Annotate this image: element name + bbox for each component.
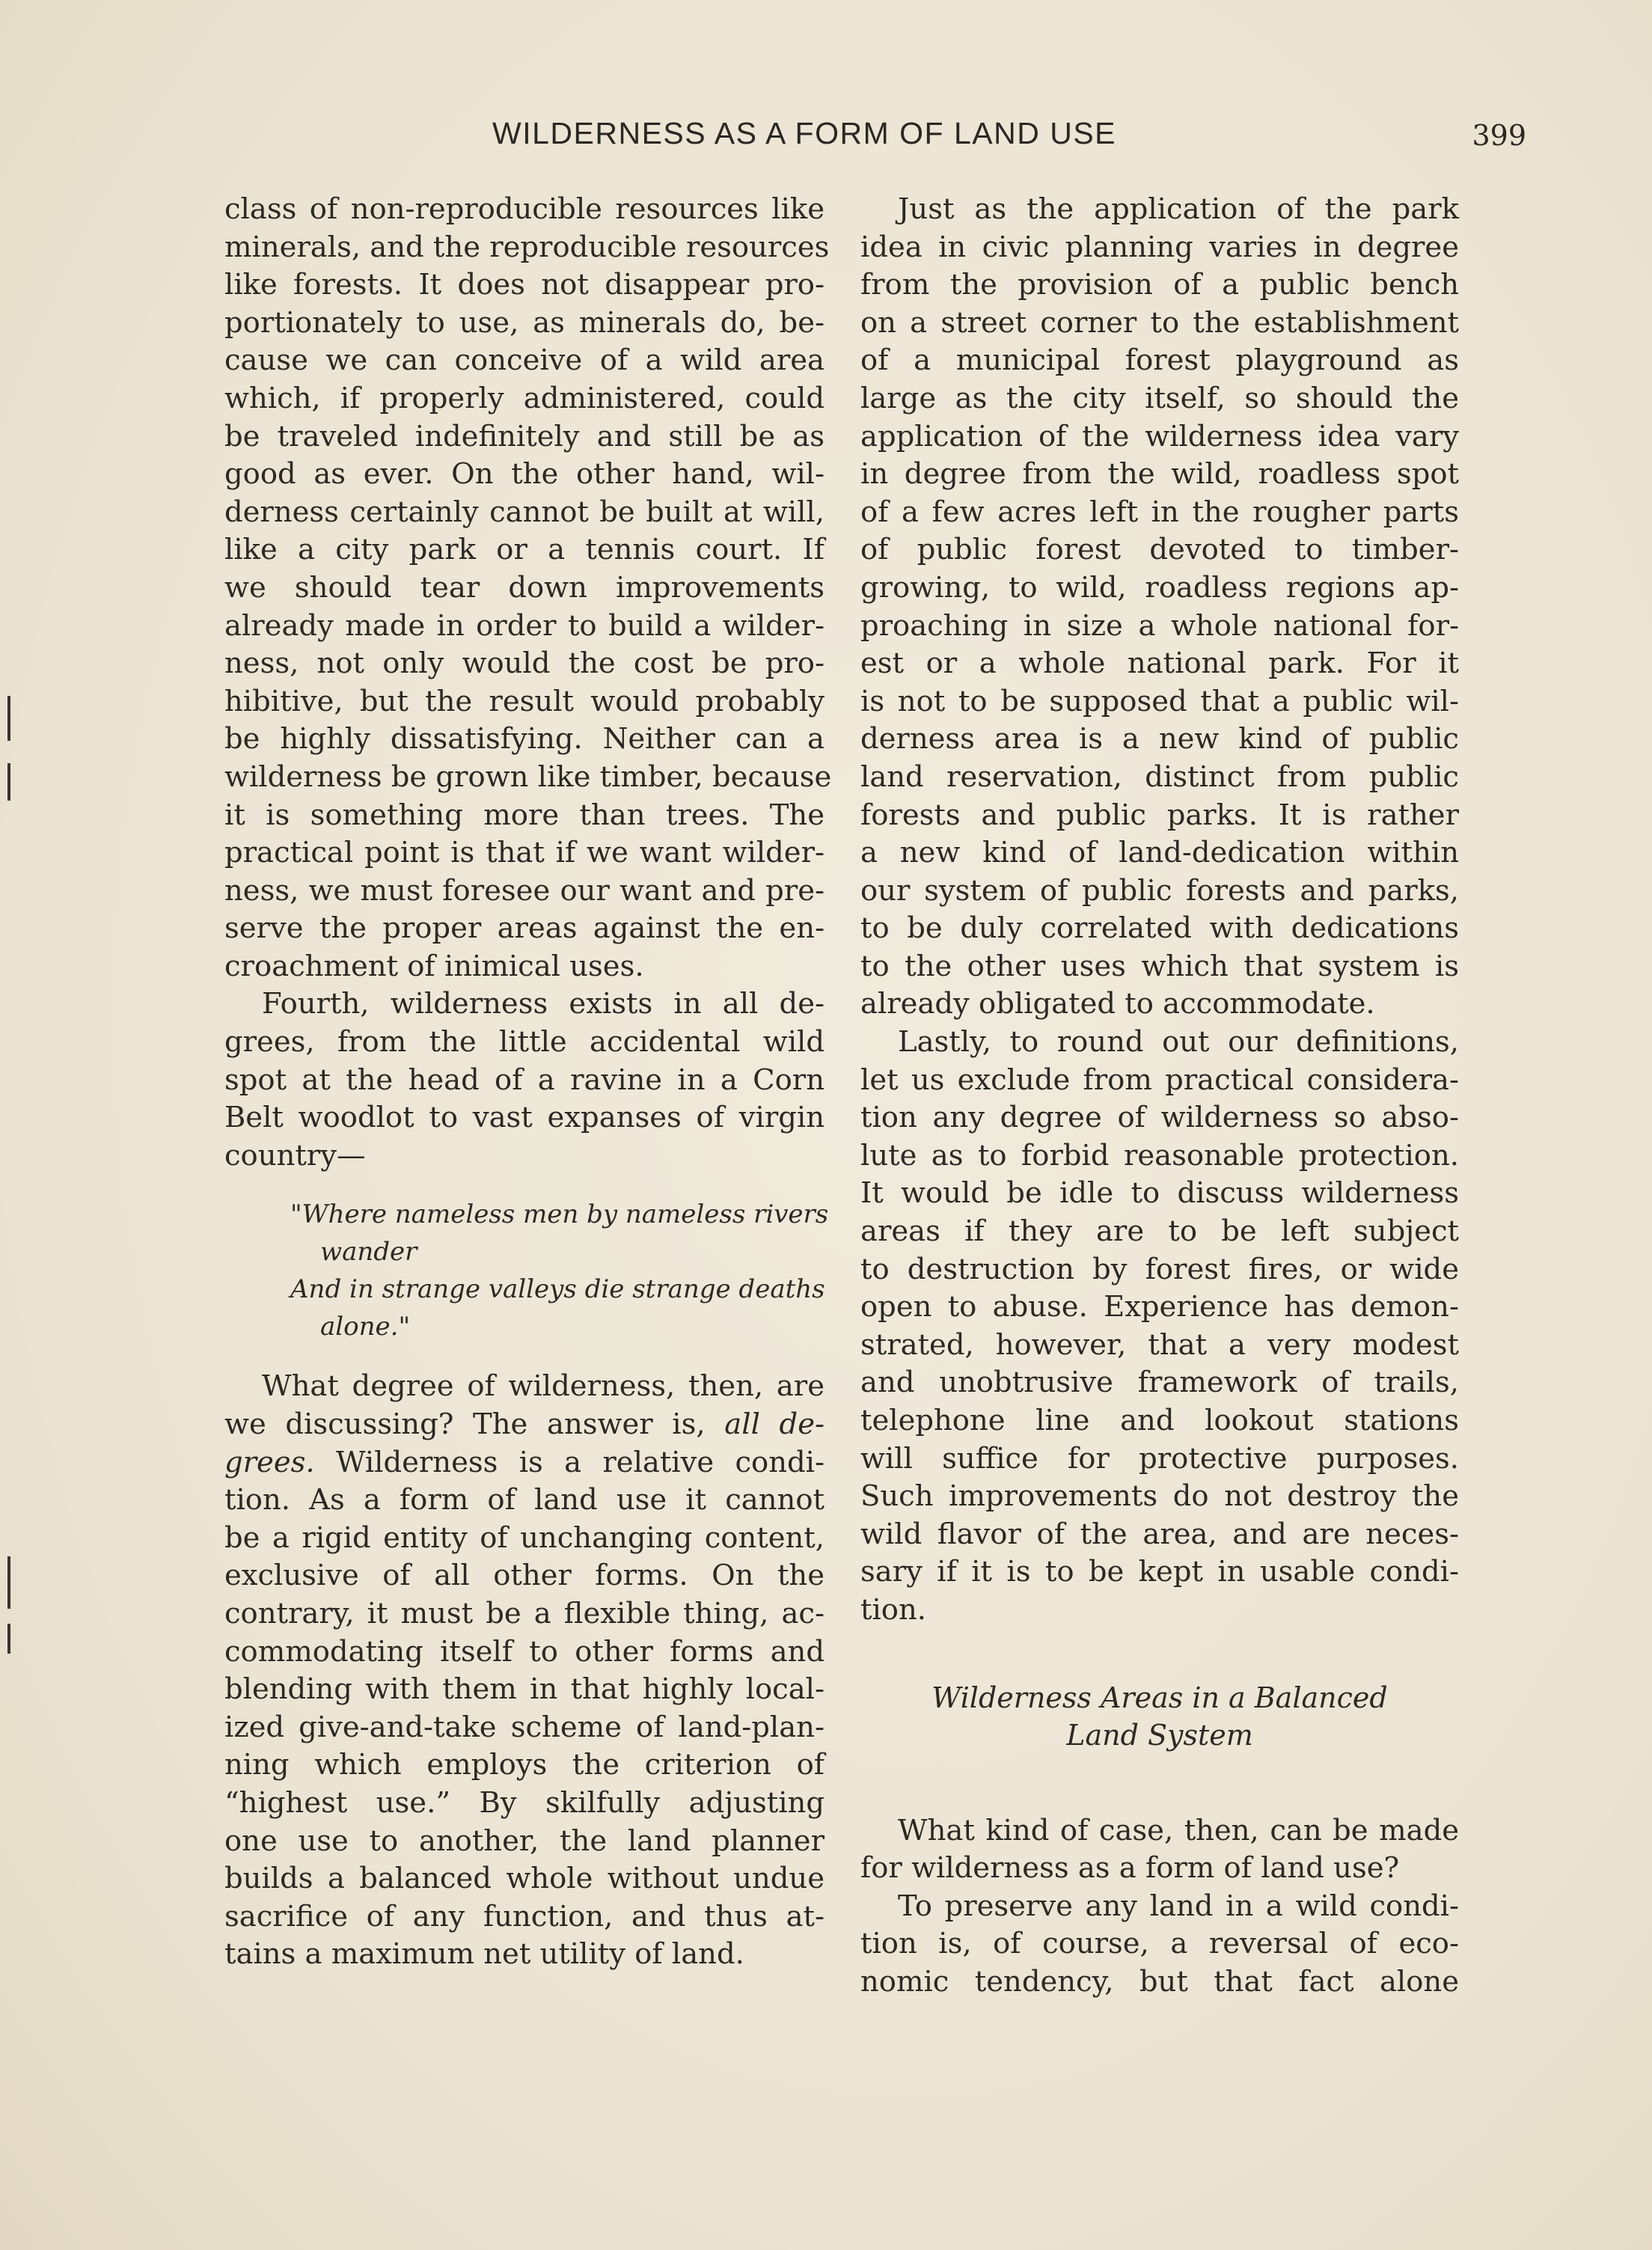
text-run: Wilderness is a relative condi- [335, 1445, 825, 1479]
verse-line: alone." [320, 1312, 411, 1342]
text-line: What kind of case, then, can be made [898, 1813, 1459, 1847]
text-line: in degree from the wild, roadless spot [860, 457, 1459, 492]
verse-line: And in strange valleys die strange deaths [290, 1274, 825, 1305]
text-line: large as the city itself, so should the [860, 381, 1459, 415]
text-line: Belt woodlot to vast expanses of virgin [224, 1101, 825, 1135]
text-line: a new kind of land-dedication within [860, 836, 1459, 870]
text-line: is not to be supposed that a public wil- [860, 684, 1459, 718]
subheading-line: Wilderness Areas in a Balanced [931, 1681, 1388, 1714]
text-line: our system of public forests and parks, [860, 873, 1459, 908]
text-line: ized give-and-take scheme of land-plan- [224, 1710, 825, 1744]
left-column [224, 191, 832, 1974]
text-line: Such improvements do not destroy the [860, 1479, 1459, 1514]
text-line: be a rigid entity of unchanging content, [224, 1520, 825, 1555]
text-line [224, 1444, 825, 1482]
text-line: it is something more than trees. The [224, 798, 825, 832]
text-line: contrary, it must be a flexible thing, ac- [224, 1597, 825, 1630]
paragraph [860, 191, 1459, 1024]
text-line: minerals, and the reproducible resources [224, 230, 830, 264]
text-line: lute as to forbid reasonable protection. [860, 1138, 1459, 1173]
text-line: wilderness be grown like timber, because [224, 759, 832, 794]
text-line: to be duly correlated with dedications [860, 911, 1459, 946]
text-line: forests and public parks. It is rather [860, 798, 1459, 832]
text-line: To preserve any land in a wild condi- [898, 1889, 1459, 1923]
text-line: telephone line and lookout stations [860, 1404, 1459, 1437]
page-number: 399 [1472, 119, 1526, 152]
text-line: derness area is a new kind of public [860, 722, 1459, 756]
text-line: serve the proper areas against the en- [224, 911, 825, 946]
paragraph [860, 1888, 1459, 2002]
verse-quotation [224, 1196, 829, 1345]
running-title: WILDERNESS AS A FORM OF LAND USE [492, 116, 1117, 150]
text-line: which, if properly administered, could [224, 381, 825, 415]
text-line: portionately to use, as minerals do, be- [224, 305, 825, 340]
right-column [860, 191, 1459, 2002]
text-line: country— [224, 1138, 366, 1173]
text-line: good as ever. On the other hand, wil- [224, 457, 825, 492]
paragraph [224, 1368, 825, 1974]
text-line: and unobtrusive framework of trails, [860, 1366, 1459, 1400]
text-line: growing, to wild, roadless regions ap- [860, 570, 1459, 605]
text-line: to the other uses which that system is [860, 949, 1459, 983]
paragraph [860, 1024, 1459, 1630]
text-line: ning which employs the criterion of [224, 1748, 825, 1782]
text-line: croachment of inimical uses. [224, 949, 644, 983]
text-line: proaching in size a whole national for- [860, 608, 1459, 643]
emphasis: all de- [724, 1407, 825, 1442]
text-line: sacrifice of any function, and thus at- [224, 1899, 825, 1933]
text-line: It would be idle to discuss wilderness [860, 1176, 1459, 1211]
text-line: let us exclude from practical considera- [860, 1063, 1459, 1097]
text-line: practical point is that if we want wilder- [224, 836, 825, 870]
margin-mark [7, 1556, 10, 1609]
text-line: one use to another, the land planner [224, 1823, 825, 1858]
text-line: What degree of wilderness, then, are [262, 1369, 825, 1404]
text-line: for wilderness as a form of land use? [860, 1851, 1400, 1886]
text-line: Just as the application of the park [898, 192, 1459, 226]
text-line: nomic tendency, but that fact alone [860, 1964, 1459, 1999]
text-line: open to abuse. Experience has demon- [860, 1290, 1459, 1324]
text-line: we should tear down improvements [224, 570, 825, 605]
text-line: be traveled indefinitely and still be as [224, 419, 825, 453]
text-line: builds a balanced whole without undue [224, 1862, 825, 1896]
margin-mark [7, 696, 10, 741]
text-line: of public forest devoted to timber- [860, 533, 1459, 567]
text-line: est or a whole national park. For it [860, 646, 1459, 681]
text-line: of a municipal forest playground as [860, 343, 1459, 378]
text-line: on a street corner to the establishment [860, 305, 1459, 340]
text-line: blending with them in that highly local- [224, 1672, 825, 1707]
text-line: exclusive of all other forms. On the [224, 1559, 825, 1593]
text-line: tion any degree of wilderness so abso- [860, 1101, 1459, 1135]
text-line: idea in civic planning varies in degree [860, 230, 1459, 264]
text-line: hibitive, but the result would probably [224, 684, 825, 718]
text-line: from the provision of a public bench [860, 268, 1459, 302]
subheading-line: Land System [1066, 1718, 1253, 1752]
paragraph [224, 985, 825, 1175]
text-line: “highest use.” By skilfully adjusting [224, 1785, 825, 1820]
margin-mark [7, 763, 10, 801]
text-line: already obligated to accommodate. [860, 987, 1375, 1021]
paragraph [224, 191, 832, 985]
text-line: tains a maximum net utility of land. [224, 1937, 744, 1972]
text-run: we discussing? The answer is, [224, 1407, 706, 1442]
text-line: be highly dissatisfying. Neither can a [224, 722, 825, 756]
text-line: like a city park or a tennis court. If [224, 533, 825, 567]
verse-line: wander [320, 1237, 417, 1268]
text-line: derness certainly cannot be built at will, [224, 495, 825, 529]
text-line: wild flavor of the area, and are neces- [860, 1517, 1459, 1551]
text-line: tion is, of course, a reversal of eco- [860, 1927, 1459, 1961]
text-line: land reservation, distinct from public [860, 759, 1459, 794]
text-line: of a few acres left in the rougher parts [860, 495, 1459, 529]
text-line: grees, from the little accidental wild [224, 1025, 825, 1060]
paragraph [860, 1812, 1459, 1888]
text-line: Lastly, to round out our definitions, [898, 1025, 1459, 1060]
text-line: class of non-reproducible resources like [224, 192, 825, 226]
margin-mark [7, 1624, 10, 1654]
text-line: will suffice for protective purposes. [860, 1441, 1459, 1476]
text-line: sary if it is to be kept in usable condi- [860, 1555, 1459, 1589]
text-line: ness, not only would the cost be pro- [224, 646, 825, 681]
verse-line: "Where nameless men by nameless rivers [290, 1199, 829, 1230]
text-line: tion. As a form of land use it cannot [224, 1483, 825, 1517]
text-line: spot at the head of a ravine in a Corn [224, 1063, 825, 1097]
text-line: commodating itself to other forms and [224, 1634, 825, 1669]
text-line: application of the wilderness idea vary [860, 419, 1459, 453]
section-subheading [860, 1679, 1459, 1754]
running-head [224, 116, 1526, 161]
text-line: areas if they are to be left subject [860, 1214, 1459, 1249]
text-line: to destruction by forest fires, or wide [860, 1252, 1459, 1286]
text-line: strated, however, that a very modest [860, 1327, 1459, 1362]
text-line: Fourth, wilderness exists in all de- [262, 987, 825, 1021]
text-line: cause we can conceive of a wild area [224, 343, 825, 378]
text-line [224, 1406, 825, 1444]
emphasis: grees. [224, 1445, 315, 1479]
text-line: already made in order to build a wilder- [224, 608, 825, 643]
text-line: like forests. It does not disappear pro- [224, 268, 825, 302]
text-line: ness, we must foresee our want and pre- [224, 873, 825, 908]
text-line: tion. [860, 1592, 926, 1627]
